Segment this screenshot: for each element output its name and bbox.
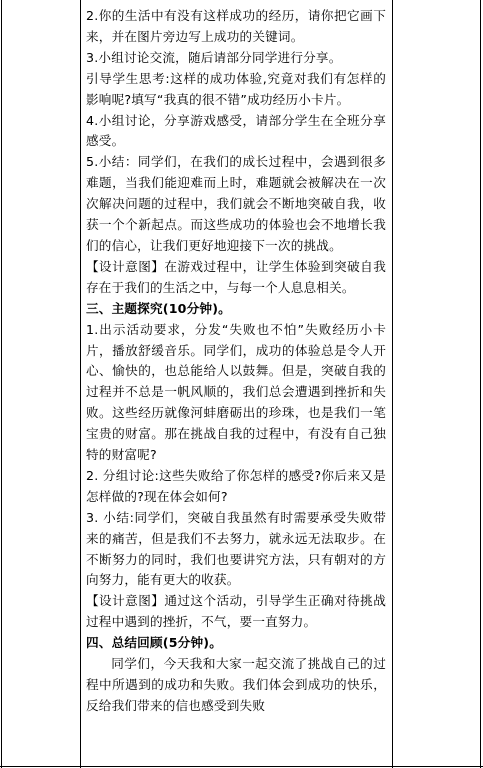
table-cell-content bbox=[86, 6, 386, 717]
table-left-border bbox=[1, 0, 2, 768]
design-intent-paragraph: 【设计意图】通过这个活动，引导学生正确对待挑战过程中遇到的挫折，不气，要一直努力。 bbox=[86, 593, 386, 630]
paragraph: 4.小组讨论，分享游戏感受，请部分学生在全班分享感受。 bbox=[86, 112, 386, 149]
paragraph: 3. 小结:同学们，突破自我虽然有时需要承受失败带来的痛苦，但是我们不去努力，就永远无法取步。在不断努力的同时，我们也要讲究方法，只有朝对的方向努力，能有更大的收获。 bbox=[86, 509, 386, 588]
paragraph: 同学们，今天我和大家一起交流了挑战自己的过程中所遇到的成功和失败。我们体会到成功的快乐，反给我们带来的信也感受到失败 bbox=[86, 656, 386, 713]
paragraph: 引导学生思考:这样的成功体验,究竟对我们有怎样的影响呢?填写“我真的很不错”成功经历小卡片。 bbox=[86, 70, 386, 107]
paragraph: 2.你的生活中有没有这样成功的经历，请你把它画下来，并在图片旁边写上成功的关键词。 bbox=[86, 8, 386, 44]
table-right-border bbox=[480, 0, 481, 768]
paragraph: 1.出示活动要求，分发“失败也不怕”失败经历小卡片，播放舒缓音乐。同学们，成功的体验总是令人开心、愉快的，也总能给人以鼓舞。但是，突破自我的过程并不总是一帆风顺的，我们总会遭遇到挫折和失败。这些经历就像河蚌磨砺出的珍珠，也是我们一笔宝贵的财富。那在挑战自我的过程中，有没有自己独特的财富呢? bbox=[86, 321, 386, 463]
design-intent-paragraph: 【设计意图】在游戏过程中，让学生体验到突破自我存在于我们的生活之中，与每一个人息息相关。 bbox=[86, 258, 386, 295]
paragraph: 3.小组讨论交流，随后请部分同学进行分享。 bbox=[86, 49, 342, 65]
table-bottom-border bbox=[0, 766, 483, 767]
table-column-divider bbox=[80, 0, 81, 768]
paragraph: 5.小结：同学们，在我们的成长过程中，会遇到很多难题，当我们能迎难而上时，难题就会被解决在一次次解决问题的过程中，我们就会不断地突破自我，收获一个个新起点。而这些成功的体验也会不地增长我们的信心，让我们更好地迎接下一次的挑战。 bbox=[86, 154, 386, 253]
table-column-divider bbox=[392, 0, 393, 768]
section-heading: 四、总结回顾(5分钟)。 bbox=[86, 635, 223, 651]
section-heading: 三、主题探究(10分钟)。 bbox=[86, 300, 231, 316]
paragraph: 2. 分组讨论:这些失败给了你怎样的感受?你后来又是怎样做的?现在体会如何? bbox=[86, 467, 386, 504]
